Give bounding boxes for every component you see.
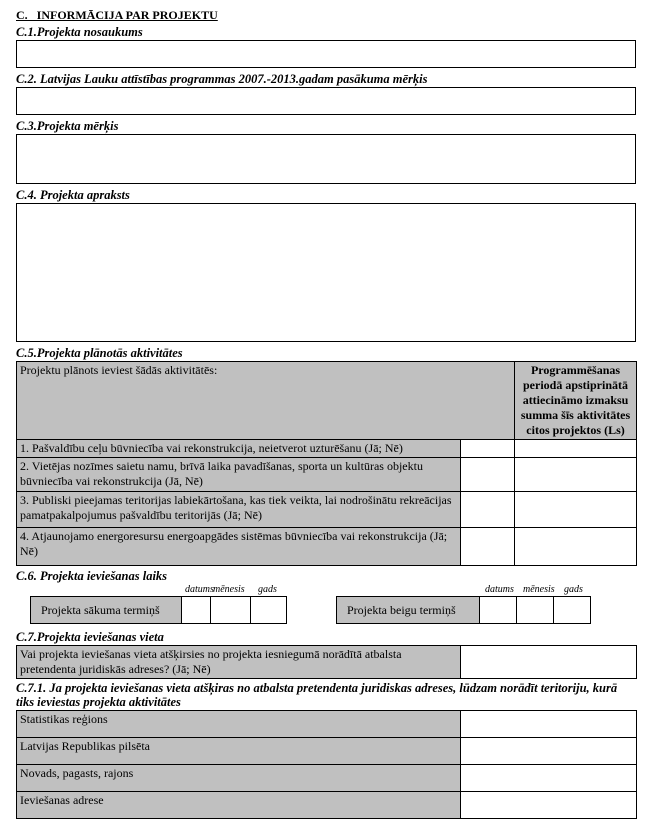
form-content	[16, 8, 636, 819]
c1-label: C.1.Projekta nosaukums	[16, 25, 143, 39]
activity-amount-cell[interactable]	[515, 440, 637, 458]
activity-row	[17, 440, 637, 458]
c2-input-box[interactable]	[16, 87, 636, 115]
start-year-label: gads	[258, 584, 277, 595]
start-term-label: Projekta sākuma termiņš	[30, 596, 182, 624]
end-term-label: Projekta beigu termiņš	[336, 596, 480, 624]
location-row	[17, 738, 637, 765]
c71-label: C.7.1. Ja projekta ieviešanas vieta atšķiras no atbalsta pretendenta juridiskas adreses, lūdzam norādīt teritoriju, kurā tiks ieviestas projekta aktivitātes	[16, 681, 618, 709]
location-row-value-cell[interactable]	[461, 711, 637, 738]
activity-label: 4. Atjaunojamo energoresursu energoapgādes sistēmas būvniecība vai rekonstrukcija (Jā; Nē)	[17, 528, 461, 566]
section-title: C. INFORMĀCIJA PAR PROJEKTU	[16, 8, 218, 22]
location-row-label: Ieviešanas adrese	[17, 792, 461, 819]
location-row	[17, 765, 637, 792]
c5-label: C.5.Projekta plānotās aktivitātes	[16, 346, 183, 360]
location-row-value-cell[interactable]	[461, 792, 637, 819]
activities-table	[16, 361, 637, 566]
location-row	[17, 711, 637, 738]
location-row-label: Latvijas Republikas pilsēta	[17, 738, 461, 765]
date-column-labels	[30, 584, 636, 596]
location-row-label: Novads, pagasts, rajons	[17, 765, 461, 792]
c4-label: C.4. Projekta apraksts	[16, 188, 130, 202]
location-question-answer-cell[interactable]	[461, 646, 637, 679]
location-question-table	[16, 645, 637, 679]
c3-label: C.3.Projekta mērķis	[16, 119, 119, 133]
activity-row	[17, 528, 637, 566]
start-year-cell[interactable]	[250, 596, 287, 624]
end-day-label: datums	[485, 584, 514, 595]
location-question-label: Vai projekta ieviešanas vieta atšķirsies no projekta iesniegumā norādītā atbalsta pretendenta juridiskās adreses? (Jā; Nē)	[17, 646, 461, 679]
c3-input-box[interactable]	[16, 134, 636, 184]
location-row-value-cell[interactable]	[461, 765, 637, 792]
location-question-row	[17, 646, 637, 679]
end-year-label: gads	[564, 584, 583, 595]
activities-header-right: Programmēšanas periodā apstiprinātā attiecināmo izmaksu summa šīs aktivitātes citos projektos (Ls)	[515, 362, 637, 440]
activities-header-row	[17, 362, 637, 440]
start-month-label: mēnesis	[213, 584, 245, 595]
activity-answer-cell[interactable]	[461, 528, 515, 566]
end-month-cell[interactable]	[516, 596, 554, 624]
activity-amount-cell[interactable]	[515, 492, 637, 528]
activity-amount-cell[interactable]	[515, 528, 637, 566]
activity-label: 1. Pašvaldību ceļu būvniecība vai rekonstrukcija, neietverot uzturēšanu (Jā; Nē)	[17, 440, 461, 458]
activity-label: 2. Vietējas nozīmes saietu namu, brīvā laika pavadīšanas, sporta un kultūras objektu būvniecība vai rekonstrukcija (Jā, Nē)	[17, 458, 461, 492]
c7-label: C.7.Projekta ieviešanas vieta	[16, 630, 164, 644]
timeline-section	[30, 584, 636, 624]
activity-answer-cell[interactable]	[461, 492, 515, 528]
location-row	[17, 792, 637, 819]
location-row-value-cell[interactable]	[461, 738, 637, 765]
location-details-table	[16, 710, 637, 819]
activity-answer-cell[interactable]	[461, 440, 515, 458]
end-year-cell[interactable]	[553, 596, 591, 624]
start-day-label: datums	[185, 584, 214, 595]
location-row-label: Statistikas reģions	[17, 711, 461, 738]
end-day-cell[interactable]	[479, 596, 517, 624]
activity-amount-cell[interactable]	[515, 458, 637, 492]
start-month-cell[interactable]	[210, 596, 251, 624]
activity-row	[17, 492, 637, 528]
c4-input-box[interactable]	[16, 203, 636, 342]
timeline-row	[30, 596, 636, 624]
activity-answer-cell[interactable]	[461, 458, 515, 492]
start-day-cell[interactable]	[181, 596, 211, 624]
c1-input-box[interactable]	[16, 40, 636, 68]
activity-label: 3. Publiski pieejamas teritorijas labiekārtošana, kas tiek veikta, lai nodrošinātu rekreācijas pamatpakalpojumus pašvaldību teritorijās (Jā; Nē)	[17, 492, 461, 528]
c6-label: C.6. Projekta ieviešanas laiks	[16, 569, 168, 583]
activity-row	[17, 458, 637, 492]
end-month-label: mēnesis	[523, 584, 555, 595]
c2-label: C.2. Latvijas Lauku attīstības programmas 2007.-2013.gadam pasākuma mērķis	[16, 72, 428, 86]
timeline-spacer	[287, 596, 336, 624]
activities-header-left: Projektu plānots ieviest šādās aktivitātēs:	[17, 362, 515, 440]
